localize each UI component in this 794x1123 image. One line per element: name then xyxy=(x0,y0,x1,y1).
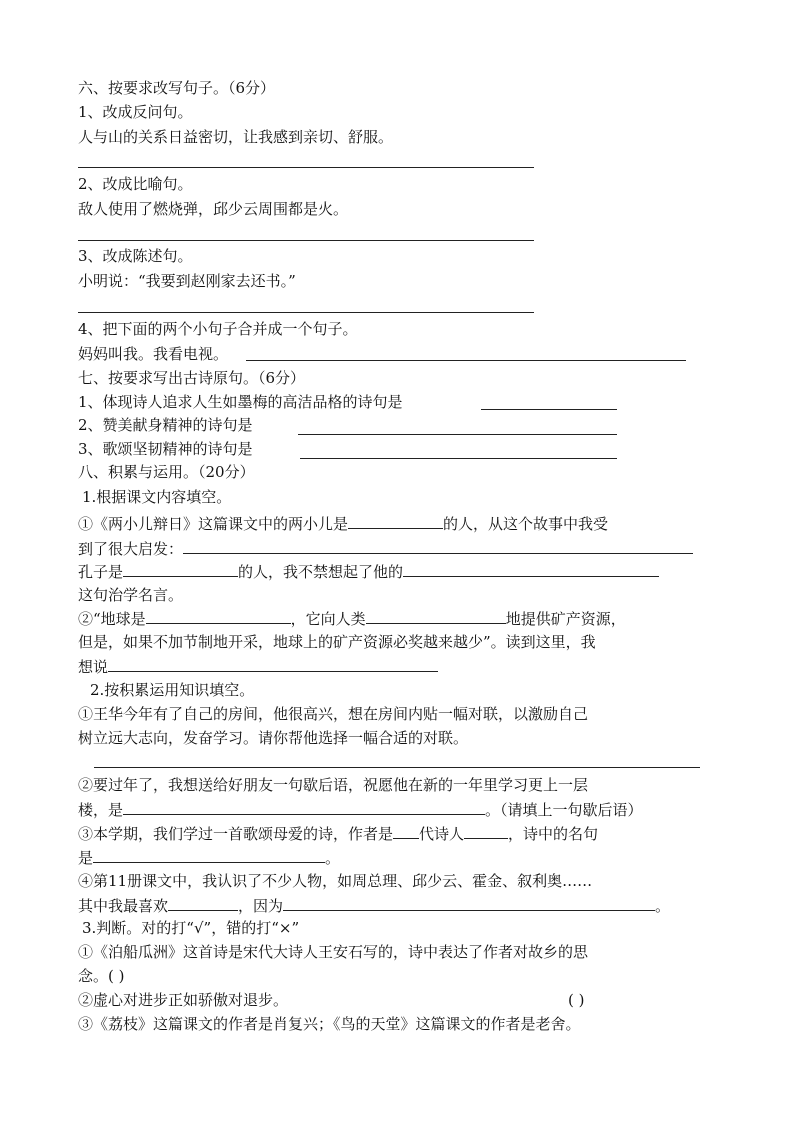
s8-p2-d-text1: ④第11册课文中，我认识了不少人物，如周总理、邱少云、霍金、叙利奥…… xyxy=(78,872,593,890)
s8-p2-a-text1: ①王华今年有了自己的房间，他很高兴，想在房间内贴一幅对联，以激励自己 xyxy=(78,705,589,723)
s6-q1-sentence: 人与山的关系日益密切，让我感到亲切、舒服。 xyxy=(78,128,394,146)
s7-q1-prompt: 1、体现诗人追求人生如墨梅的高洁品格的诗句是 xyxy=(78,393,403,411)
s8-p2-d-line2 xyxy=(78,894,670,917)
s8-p1-a-text4: 孔子是 xyxy=(78,563,124,581)
s8-p2-c-line2 xyxy=(78,846,340,869)
s8-p1-a-text1: ①《两小儿辩日》这篇课文中的两小儿是 xyxy=(78,515,349,533)
s8-p2-c-blank1[interactable] xyxy=(393,822,419,839)
s8-p1-a-line3 xyxy=(78,560,659,583)
s8-p1-b-line3 xyxy=(78,655,438,678)
s6-q4-answer-line[interactable] xyxy=(246,360,686,361)
s8-p2-c-blank3[interactable] xyxy=(93,846,325,863)
s7-q1-answer-line[interactable] xyxy=(481,409,617,410)
s8-p3-c-text: ③《荔枝》这篇课文的作者是肖复兴；《鸟的天堂》这篇课文的作者是老舍。 xyxy=(78,1015,581,1033)
s8-p1-a-text6: 这句治学名言。 xyxy=(78,586,184,604)
s6-q2-prompt: 2、改成比喻句。 xyxy=(78,175,193,193)
s8-p2-d-text4: 。 xyxy=(655,897,671,915)
s8-p1-b-text1: ②“地球是 xyxy=(78,610,146,628)
s8-p1-a-line2 xyxy=(78,537,693,560)
s8-p1-a-blank3[interactable] xyxy=(123,560,238,577)
s8-p1-b-blank1[interactable] xyxy=(146,607,291,624)
s8-p2-b-text1: ②要过年了，我想送给好朋友一句歇后语，祝愿他在新的一年里学习更上一层 xyxy=(78,776,589,794)
s8-p2-b-line2 xyxy=(78,798,643,821)
s8-p2-b-text3: 。（请填上一句歇后语） xyxy=(485,801,643,819)
s8-p2-a-text2: 树立远大志向，发奋学习。请你帮他选择一幅合适的对联。 xyxy=(78,729,469,747)
s7-q3-prompt: 3、歌颂坚韧精神的诗句是 xyxy=(78,440,253,458)
s8-p2-d-blank2[interactable] xyxy=(283,894,655,911)
s6-q1-prompt: 1、改成反问句。 xyxy=(78,103,193,121)
s8-p2-c-text3: ，诗中的名句 xyxy=(508,825,599,843)
s8-p1-a-text2: 的人，从这个故事中我受 xyxy=(443,515,609,533)
section-6-title: 六、按要求改写句子。（6分） xyxy=(78,79,276,97)
s8-part2-title: 2.按积累运用知识填空。 xyxy=(90,681,255,699)
s8-p1-b-text4: 但是，如果不加节制地开采，地球上的矿产资源必奖越来越少”。读到这里，我 xyxy=(78,633,596,651)
s6-q3-answer-line[interactable] xyxy=(78,312,534,313)
s8-p1-b-blank3[interactable] xyxy=(108,655,438,672)
s8-p3-b-text: ②虚心对进步正如骄傲对退步。 xyxy=(78,991,289,1009)
s8-p3-b-answer-paren[interactable]: ( ) xyxy=(568,991,585,1009)
s8-p2-d-text3: ，因为 xyxy=(238,897,284,915)
section-7-title: 七、按要求写出古诗原句。（6分） xyxy=(78,369,306,387)
s8-p1-a-text5: 的人，我不禁想起了他的 xyxy=(238,563,404,581)
s8-p1-a-text3: 到了很大启发： xyxy=(78,540,184,558)
s6-q2-answer-line[interactable] xyxy=(78,240,534,241)
s8-p1-b-text3: 地提供矿产资源， xyxy=(505,610,626,628)
s6-q3-prompt: 3、改成陈述句。 xyxy=(78,247,193,265)
s8-p2-d-blank1[interactable] xyxy=(168,894,238,911)
s8-part1-title: 1.根据课文内容填空。 xyxy=(82,488,232,506)
s8-p1-a-blank2[interactable] xyxy=(183,537,693,554)
s8-p1-b-text2: ，它向人类 xyxy=(290,610,366,628)
s8-p2-c-text4: 是 xyxy=(78,849,94,867)
section-8-title: 八、积累与运用。（20分） xyxy=(78,463,255,481)
s8-p1-b-text5: 想说 xyxy=(78,658,109,676)
s8-p2-d-text2: 其中我最喜欢 xyxy=(78,897,169,915)
s8-p2-c-text5: 。 xyxy=(325,849,341,867)
s8-p1-a-blank4[interactable] xyxy=(403,560,659,577)
s8-part3-title: 3.判断。对的打“√”，错的打“×” xyxy=(82,919,300,937)
s8-p2-c-blank2[interactable] xyxy=(464,822,508,839)
s8-p1-a-blank1[interactable] xyxy=(348,512,443,529)
s7-q2-prompt: 2、赞美献身精神的诗句是 xyxy=(78,416,253,434)
s8-p2-b-text2: 楼，是 xyxy=(78,801,124,819)
s6-q2-sentence: 敌人使用了燃烧弹，邱少云周围都是火。 xyxy=(78,200,349,218)
s8-p2-a-answer-line[interactable] xyxy=(94,767,700,768)
s8-p1-b-line1 xyxy=(78,607,626,630)
s8-p2-c-text2: 代诗人 xyxy=(419,825,465,843)
s8-p3-a-text1: ①《泊船瓜洲》这首诗是宋代大诗人王安石写的，诗中表达了作者对故乡的思 xyxy=(78,943,589,961)
s6-q4-sentence: 妈妈叫我。我看电视。 xyxy=(78,345,229,363)
s6-q3-sentence: 小明说：“我要到赵刚家去还书。” xyxy=(78,272,296,290)
s6-q1-answer-line[interactable] xyxy=(78,167,534,168)
s6-q4-prompt: 4、把下面的两个小句子合并成一个句子。 xyxy=(78,320,358,338)
s8-p1-a-line1 xyxy=(78,512,608,535)
s8-p2-c-line1 xyxy=(78,822,598,845)
s8-p2-b-blank[interactable] xyxy=(123,798,485,815)
s7-q2-answer-line[interactable] xyxy=(298,434,617,435)
s8-p2-c-text1: ③本学期，我们学过一首歌颂母爱的诗，作者是 xyxy=(78,825,394,843)
s8-p3-a-text2[interactable]: 念。( ) xyxy=(78,967,125,985)
s8-p1-b-blank2[interactable] xyxy=(366,607,506,624)
s7-q3-answer-line[interactable] xyxy=(300,458,617,459)
